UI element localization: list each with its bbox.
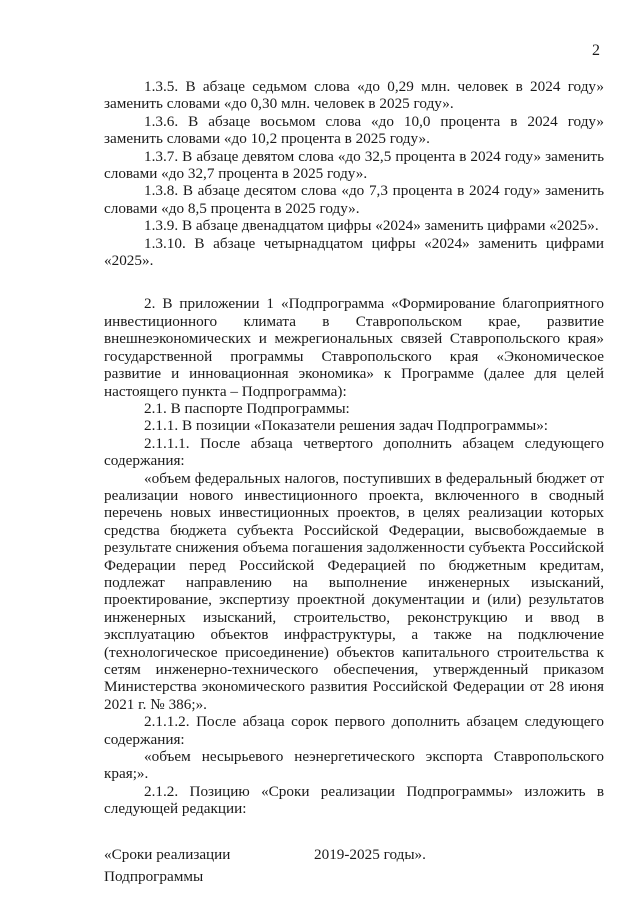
paragraph-1-3-10: 1.3.10. В абзаце четырнадцатом цифры «2024» заменить цифрами «2025». [104,234,604,270]
terms-label-line1: «Сроки реализации [104,845,231,863]
terms-table-row [104,844,604,888]
paragraph-2-1: 2.1. В паспорте Подпрограммы: [144,399,350,417]
paragraph-1-3-7: 1.3.7. В абзаце девятом слова «до 32,5 процента в 2024 году» заменить словами «до 32,7 процента в 2025 году». [104,147,604,183]
terms-value: 2019-2025 годы». [314,845,426,863]
paragraph-2-1-1-2: 2.1.1.2. После абзаца сорок первого дополнить абзацем следующего содержания: [104,713,604,748]
paragraph-quote-export: «объем несырьевого неэнергетического экспорта Ставропольского края;». [104,748,604,783]
paragraph-2-1-1: 2.1.1. В позиции «Показатели решения задач Подпрограммы»: [144,417,549,435]
paragraph-2: 2. В приложении 1 «Подпрограмма «Формирование благоприятного инвестиционного климата в Ставропольском крае, развитие внешнеэкономических и межрегиональных связей Ставропольского края» государственной программы Ставропольского края «Экономическое развитие и инновационная экономика» к Программе (далее для целей настоящего пункта – Подпрограмма): [104,295,604,400]
paragraph-quote-federal-taxes: «объем федеральных налогов, поступивших в федеральный бюджет от реализации нового инвестиционного проекта, включенного в сводный перечень новых инвестиционных проектов, в целях реализации которых средства бюджета субъекта Российской Федерации, высвобождаемые в результате снижения объема погашения задолженности субъекта Российской Федерации перед Российской Федерацией по бюджетным кредитам, подлежат направлению на выполнение инженерных изысканий, проектирование, экспертизу проектной документации и (или) результатов инженерных изысканий, строительство, реконструкцию и ввод в эксплуатацию объектов инфраструктуры, а также на подключение (технологическое присоединение) объектов капитального строительства к сетям инженерно-технического обеспечения, утвержденный приказом Министерства экономического развития Российской Федерации от 28 июня 2021 г. № 386;». [104,469,604,713]
paragraph-1-3-9: 1.3.9. В абзаце двенадцатом цифры «2024» заменить цифрами «2025». [144,217,599,235]
terms-label-line2: Подпрограммы [104,867,204,885]
paragraph-2-1-2: 2.1.2. Позицию «Сроки реализации Подпрограммы» изложить в следующей редакции: [104,782,604,818]
paragraph-2-1-1-1: 2.1.1.1. После абзаца четвертого дополнить абзацем следующего содержания: [104,434,604,470]
terms-label [104,844,314,888]
paragraph-1-3-5: 1.3.5. В абзаце седьмом слова «до 0,29 млн. человек в 2024 году» заменить словами «до 0,30 млн. человек в 2025 году». [104,78,604,113]
paragraph-1-3-8: 1.3.8. В абзаце десятом слова «до 7,3 процента в 2024 году» заменить словами «до 8,5 процента в 2025 году». [104,182,604,217]
document-body [104,78,604,888]
paragraph-1-3-6: 1.3.6. В абзаце восьмом слова «до 10,0 процента в 2024 году» заменить словами «до 10,2 процента в 2025 году». [104,112,604,148]
page-number: 2 [592,42,600,59]
